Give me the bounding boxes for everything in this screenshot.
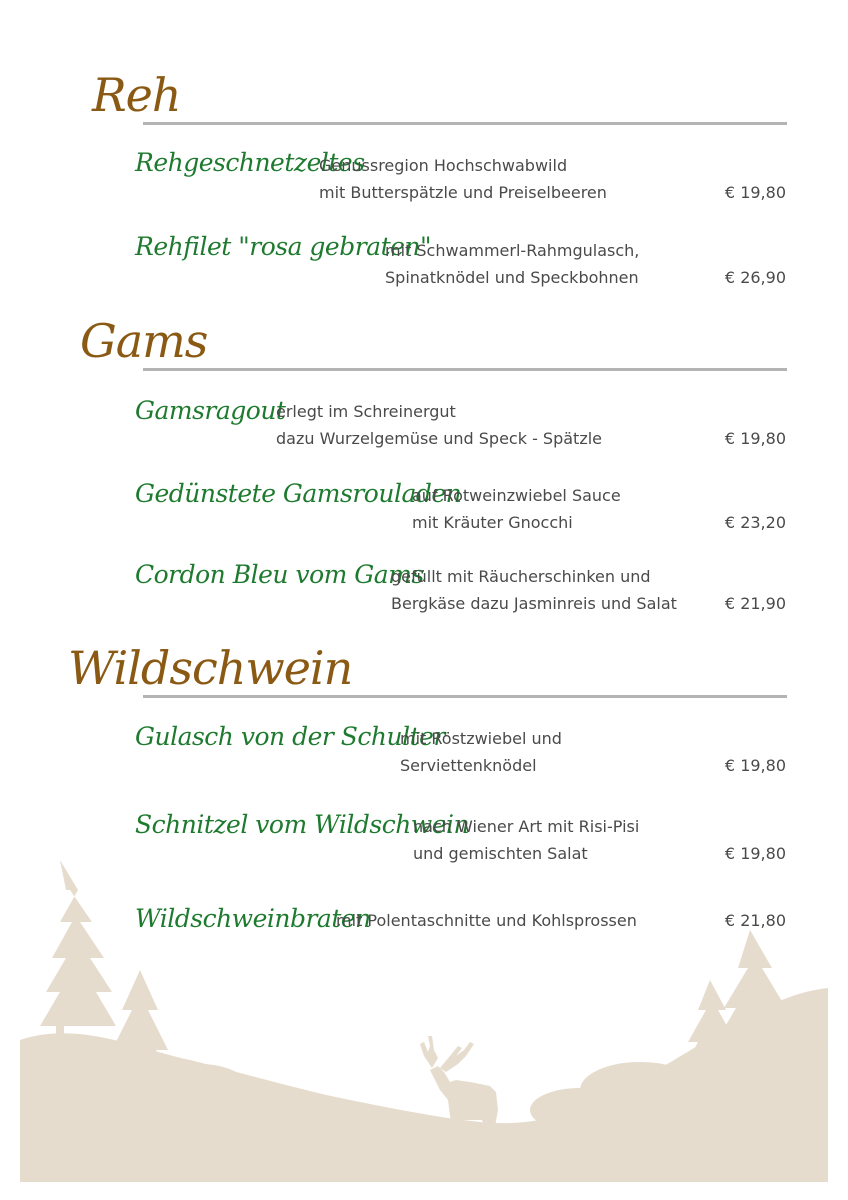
dish-description: gefüllt mit Räucherschinken und — [391, 567, 651, 586]
dish-name: Schnitzel vom Wildschwein — [135, 810, 470, 839]
section-title-gams: Gams — [80, 314, 208, 368]
dish-price: € 19,80 — [724, 756, 786, 775]
dish-name: Gedünstete Gamsrouladen — [135, 479, 462, 508]
dish-name: Wildschweinbraten — [135, 904, 371, 933]
dish-price: € 23,20 — [724, 513, 786, 532]
dish-price: € 19,80 — [724, 183, 786, 202]
dish-name: Cordon Bleu vom Gams — [135, 560, 424, 589]
dish-description: und gemischten Salat — [413, 844, 588, 863]
dish-description: Serviettenknödel — [400, 756, 537, 775]
dish-price: € 19,80 — [724, 429, 786, 448]
dish-description: auf Rotweinzwiebel Sauce — [412, 486, 621, 505]
dish-description: mit Schwammerl-Rahmgulasch, — [385, 241, 640, 260]
dish-description: mit Polentaschnitte und Kohlsprossen — [336, 911, 637, 930]
dish-price: € 21,90 — [724, 594, 786, 613]
dish-description: Spinatknödel und Speckbohnen — [385, 268, 639, 287]
dish-name: Gulasch von der Schulter — [135, 722, 445, 751]
dish-description: Bergkäse dazu Jasminreis und Salat — [391, 594, 677, 613]
dish-name: Gamsragout — [135, 396, 286, 425]
dish-description: erlegt im Schreinergut — [276, 402, 456, 421]
dish-name: Rehgeschnetzeltes — [135, 148, 365, 177]
dish-description: mit Röstzwiebel und — [400, 729, 562, 748]
dish-description: Genussregion Hochschwabwild — [319, 156, 568, 175]
forest-deer-silhouette — [20, 860, 828, 1182]
dish-description: dazu Wurzelgemüse und Speck - Spätzle — [276, 429, 602, 448]
dish-price: € 21,80 — [724, 911, 786, 930]
section-divider — [143, 368, 787, 371]
dish-description: mit Butterspätzle und Preiselbeeren — [319, 183, 607, 202]
dish-name: Rehfilet "rosa gebraten" — [135, 232, 432, 261]
section-divider — [143, 122, 787, 125]
section-divider — [143, 695, 787, 698]
section-title-wildschwein: Wildschwein — [68, 641, 353, 695]
dish-description: mit Kräuter Gnocchi — [412, 513, 573, 532]
section-title-reh: Reh — [92, 68, 181, 122]
dish-price: € 19,80 — [724, 844, 786, 863]
dish-price: € 26,90 — [724, 268, 786, 287]
dish-description: nach Wiener Art mit Risi-Pisi — [413, 817, 640, 836]
